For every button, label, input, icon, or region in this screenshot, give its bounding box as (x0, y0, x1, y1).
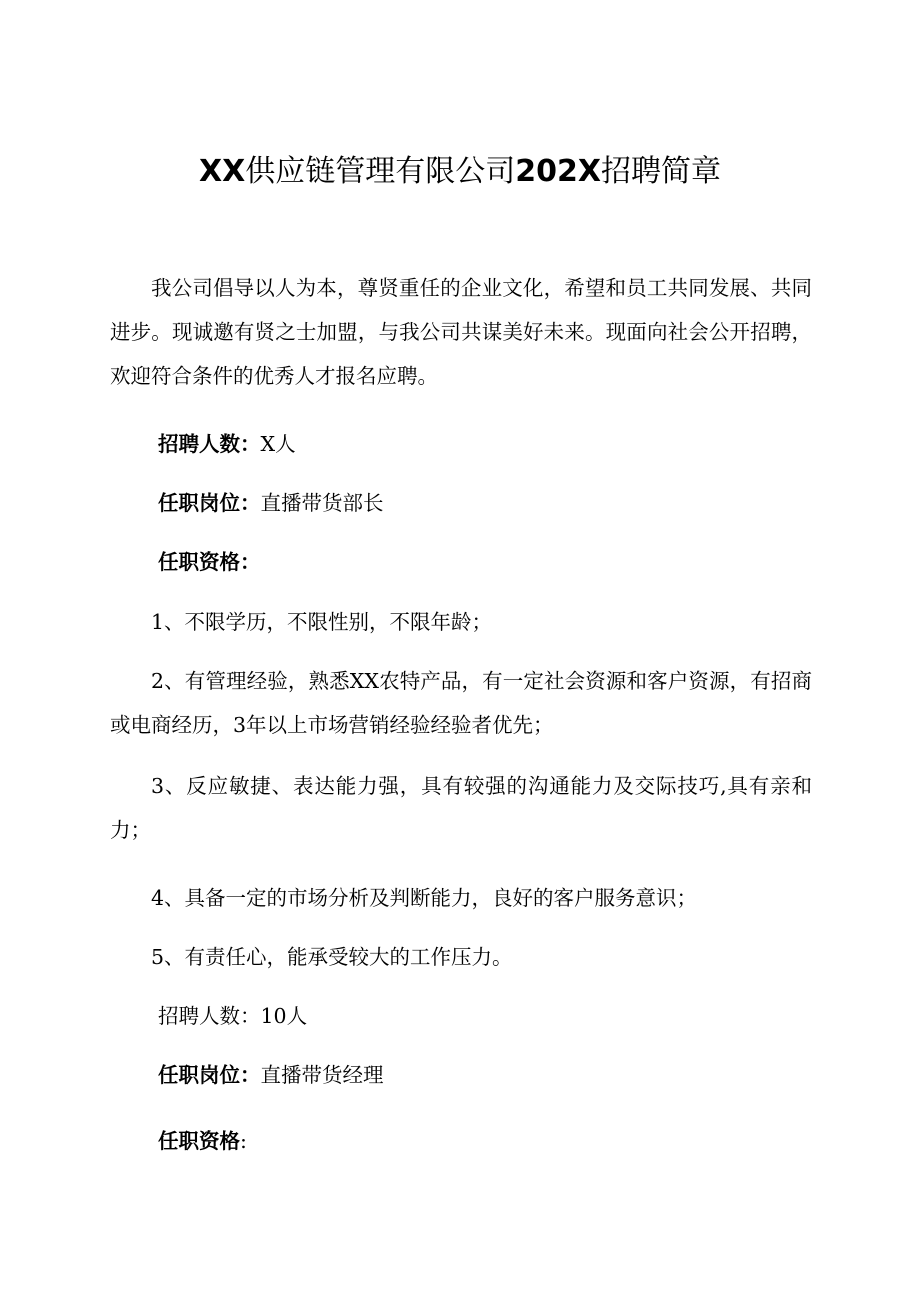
requirement-item: 5、有责任心，能承受较大的工作压力。 (151, 945, 513, 969)
document-title (0, 150, 920, 194)
job1-qual-label: 任职资格： (158, 550, 261, 574)
job1-count-label: 招聘人数： (158, 432, 261, 456)
job2-position-label: 任职岗位： (158, 1063, 261, 1087)
title-company: 供应链管理有限公司 (245, 154, 516, 189)
job1-count (158, 422, 818, 467)
job2-qualifications-heading (158, 1119, 818, 1164)
job1-position (158, 481, 818, 526)
title-prefix: XX (198, 154, 246, 189)
job1-count-value: X人 (260, 432, 296, 456)
requirement-item: 1、不限学历，不限性别，不限年龄； (151, 610, 493, 634)
job2-count: 招聘人数：10人 (158, 1004, 308, 1028)
intro-paragraph: 我公司倡导以人为本，尊贤重任的企业文化，希望和员工共同发展、共同进步。现诚邀有贤之士加盟，与我公司共谋美好未来。现面向社会公开招聘，欢迎符合条件的优秀人才报名应聘。 (110, 276, 812, 388)
title-year: 202X (515, 154, 602, 189)
job2-position-value: 直播带货经理 (260, 1063, 384, 1087)
job1-position-value: 直播带货部长 (260, 491, 384, 515)
requirement-item: 2、有管理经验，熟悉XX农特产品，有一定社会资源和客户资源，有招商或电商经历，3年以上市场营销经验经验者优先； (110, 669, 812, 737)
requirement-item: 3、反应敏捷、表达能力强，具有较强的沟通能力及交际技巧,具有亲和力； (110, 774, 812, 842)
job2-qual-colon: : (240, 1129, 247, 1153)
title-suffix: 招聘简章 (601, 154, 722, 189)
job1-position-label: 任职岗位： (158, 491, 261, 515)
job1-qualifications-heading (158, 540, 818, 585)
requirement-item: 4、具备一定的市场分析及判断能力，良好的客户服务意识； (151, 886, 698, 910)
job2-qual-label: 任职资格 (158, 1129, 240, 1153)
job2-position (158, 1053, 818, 1098)
